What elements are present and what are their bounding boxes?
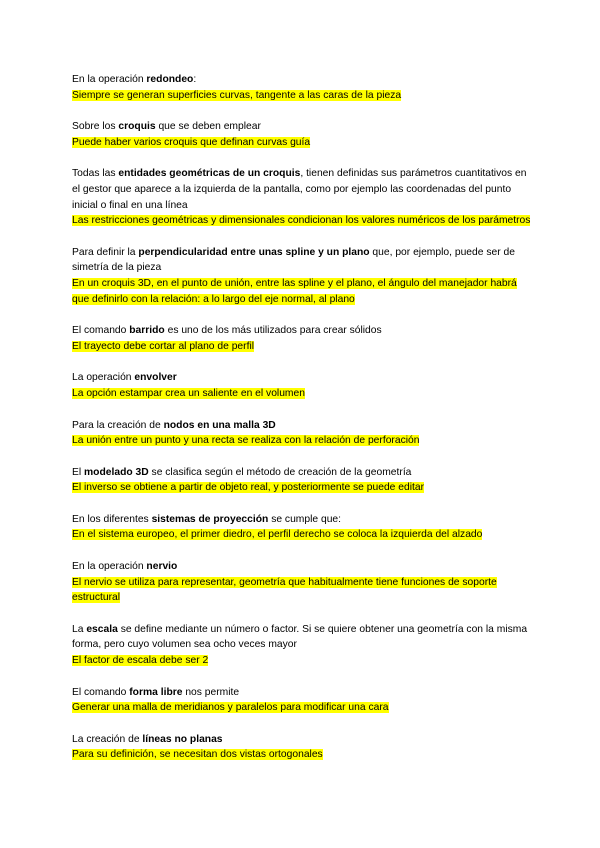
highlighted-answer: Para su definición, se necesitan dos vistas ortogonales — [72, 749, 323, 761]
document-page — [72, 72, 532, 779]
question-keyword: perpendicularidad entre unas spline y un plano — [138, 246, 370, 258]
qa-item — [72, 465, 532, 496]
qa-item — [72, 512, 532, 543]
qa-item — [72, 166, 532, 228]
question-keyword: nodos en una malla 3D — [163, 419, 276, 431]
highlighted-answer: El nervio se utiliza para representar, geometría que habitualmente tiene funciones de soporte estructural — [72, 576, 497, 604]
qa-item — [72, 119, 532, 150]
question-text: En la operación nervio — [72, 561, 178, 573]
highlighted-answer: Puede haber varios croquis que definan curvas guía — [72, 136, 311, 148]
highlighted-answer: Las restricciones geométricas y dimensionales condicionan los valores numéricos de los parámetros — [72, 215, 531, 227]
highlighted-answer: El trayecto debe cortar al plano de perfil — [72, 340, 255, 352]
highlighted-answer: Generar una malla de meridianos y paralelos para modificar una cara — [72, 702, 389, 714]
highlighted-answer: La unión entre un punto y una recta se realiza con la relación de perforación — [72, 435, 420, 447]
highlighted-answer: En el sistema europeo, el primer diedro, el perfil derecho se coloca la izquierda del alzado — [72, 529, 483, 541]
qa-item — [72, 72, 532, 103]
question-text: En los diferentes sistemas de proyección se cumple que: — [72, 513, 342, 525]
question-text: Para definir la perpendicularidad entre unas spline y un plano que, por ejemplo, puede ser de simetría de la pieza — [72, 246, 515, 274]
question-keyword: modelado 3D — [84, 466, 149, 478]
highlighted-answer: El factor de escala debe ser 2 — [72, 655, 209, 667]
question-text: En la operación redondeo: — [72, 74, 197, 85]
question-keyword: croquis — [118, 121, 156, 133]
highlighted-answer: La opción estampar crea un saliente en el volumen — [72, 387, 305, 399]
question-text: El comando barrido es uno de los más utilizados para crear sólidos — [72, 325, 382, 337]
question-keyword: envolver — [134, 372, 177, 384]
question-keyword: líneas no planas — [142, 733, 223, 745]
qa-item — [72, 370, 532, 401]
question-keyword: forma libre — [129, 686, 183, 698]
highlighted-answer: Siempre se generan superficies curvas, tangente a las caras de la pieza — [72, 89, 402, 101]
question-keyword: entidades geométricas de un croquis — [118, 168, 301, 180]
question-keyword: escala — [86, 623, 118, 635]
question-text: Todas las entidades geométricas de un croquis, tienen definidas sus parámetros cuantitativos en el gestor que aparece a la izquierda de la pantalla, como por ejemplo las coordenadas del punto inicial o final en una línea — [72, 168, 527, 211]
question-keyword: nervio — [146, 561, 178, 573]
question-text: Para la creación de nodos en una malla 3D — [72, 419, 276, 431]
question-keyword: sistemas de proyección — [151, 513, 269, 525]
question-text: Sobre los croquis que se deben emplear — [72, 121, 261, 133]
question-text: La creación de líneas no planas — [72, 733, 223, 745]
qa-item — [72, 245, 532, 307]
qa-item — [72, 323, 532, 354]
question-keyword: redondeo — [146, 74, 194, 85]
qa-item — [72, 732, 532, 763]
highlighted-answer: En un croquis 3D, en el punto de unión, entre las spline y el plano, el ángulo del manejador habrá que definirlo con la relación: a lo largo del eje normal, al plano — [72, 277, 517, 305]
qa-item — [72, 685, 532, 716]
question-text: El modelado 3D se clasifica según el método de creación de la geometría — [72, 466, 412, 478]
qa-item — [72, 622, 532, 669]
highlighted-answer: El inverso se obtiene a partir de objeto real, y posteriormente se puede editar — [72, 482, 425, 494]
question-text: El comando forma libre nos permite — [72, 686, 240, 698]
question-text: La operación envolver — [72, 372, 177, 384]
question-keyword: barrido — [129, 325, 165, 337]
qa-item — [72, 418, 532, 449]
question-text: La escala se define mediante un número o factor. Si se quiere obtener una geometría con la misma forma, pero cuyo volumen sea ocho veces mayor — [72, 623, 528, 651]
qa-item — [72, 559, 532, 606]
